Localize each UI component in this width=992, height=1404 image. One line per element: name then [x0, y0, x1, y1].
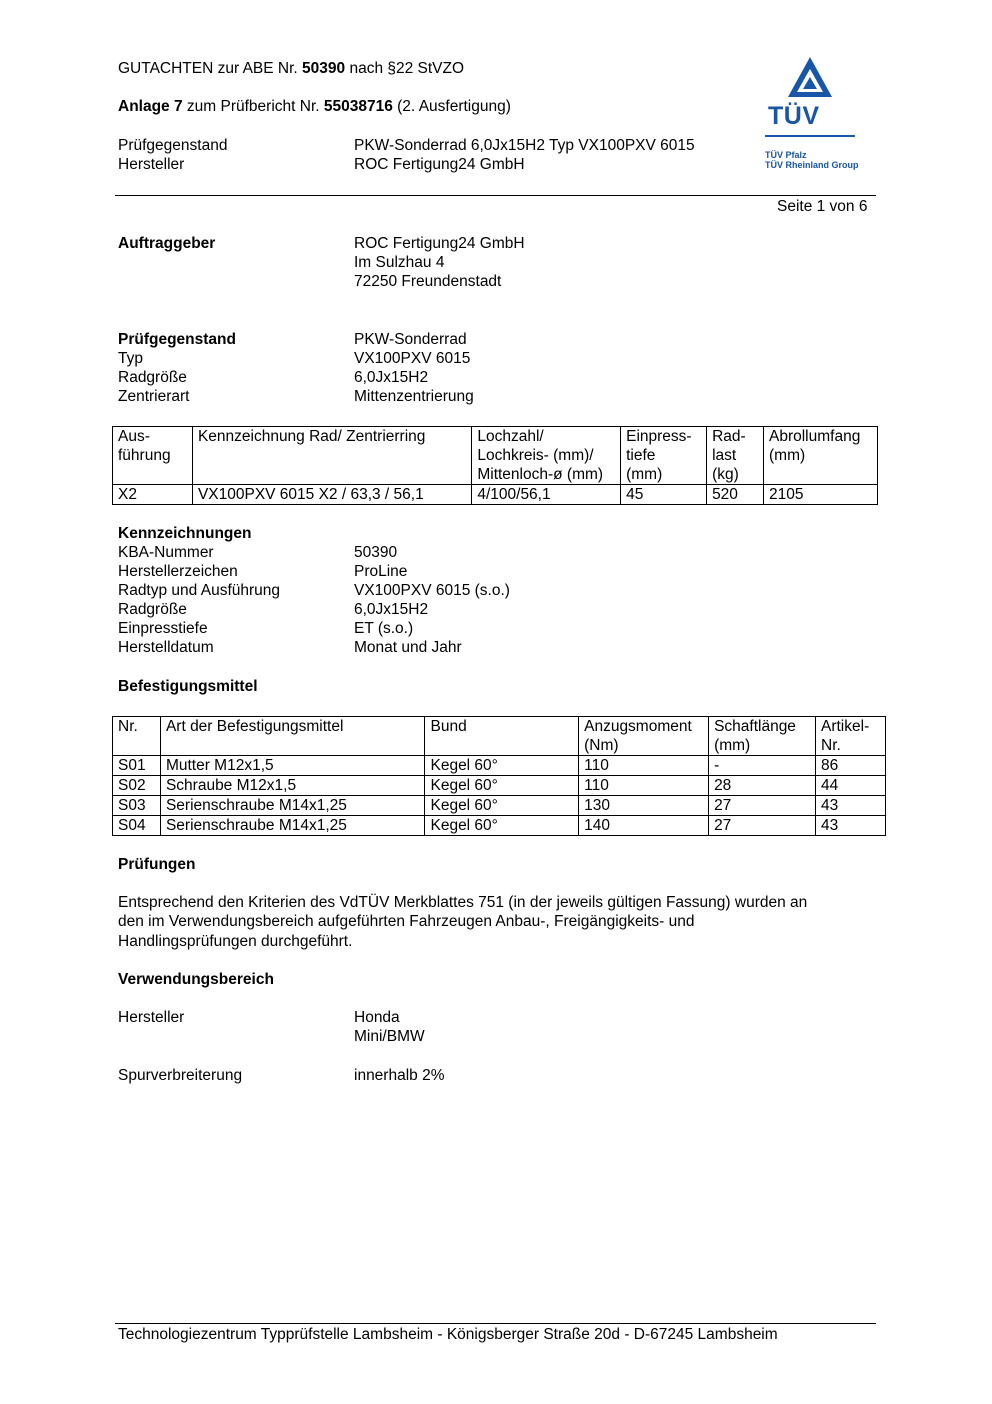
- marking-value: Monat und Jahr: [354, 639, 462, 656]
- markings-heading: Kennzeichnungen: [118, 525, 252, 542]
- attachment-suffix: (2. Ausfertigung): [392, 98, 511, 115]
- header-attachment-line: [118, 97, 511, 116]
- header-maker-label: Hersteller: [118, 156, 185, 173]
- usage-heading: Verwendungsbereich: [118, 971, 274, 988]
- client-street: Im Sulzhau 4: [354, 254, 445, 271]
- header-title-prefix: GUTACHTEN zur ABE Nr.: [118, 60, 303, 77]
- fastener-header-cell: Artikel- Nr.: [816, 717, 886, 756]
- wheel-table-header: [113, 427, 878, 485]
- wheel-header-cell: Rad- last (kg): [707, 427, 764, 485]
- tuv-rheinland: TÜV Rheinland Group: [765, 160, 859, 170]
- fastener-cell: Mutter M12x1,5: [160, 756, 425, 776]
- fastener-cell: Serienschraube M14x1,25: [160, 816, 425, 836]
- type-label: Typ: [118, 350, 143, 367]
- client-name: ROC Fertigung24 GmbH: [354, 235, 525, 252]
- fastener-cell: 110: [579, 756, 709, 776]
- wheel-cell: 45: [621, 485, 707, 505]
- tests-paragraph-line: den im Verwendungsbereich aufgeführten Fahrzeugen Anbau-, Freigängigkeits- und: [118, 913, 695, 930]
- fastener-cell: Kegel 60°: [425, 816, 579, 836]
- footer-divider: [115, 1323, 876, 1324]
- fastener-cell: 27: [709, 816, 816, 836]
- wheel-size-value: 6,0Jx15H2: [354, 369, 429, 386]
- report-number: 55038716: [323, 98, 393, 115]
- table-row: [113, 756, 886, 776]
- client-heading: Auftraggeber: [118, 235, 216, 252]
- track-value: innerhalb 2%: [354, 1067, 445, 1084]
- wheel-header-cell: Abrollumfang (mm): [764, 427, 878, 485]
- tests-paragraph-line: Handlingsprüfungen durchgeführt.: [118, 933, 353, 950]
- fastener-cell: 43: [816, 816, 886, 836]
- wheel-cell: X2: [113, 485, 193, 505]
- fastener-header-cell: Art der Befestigungsmittel: [160, 717, 425, 756]
- wheel-cell: 520: [707, 485, 764, 505]
- footer-address: Technologiezentrum Typprüfstelle Lambsheim - Königsberger Straße 20d - D-67245 Lambsheim: [118, 1326, 778, 1343]
- abe-number: 50390: [302, 60, 346, 77]
- test-object-heading: Prüfgegenstand: [118, 331, 236, 348]
- marking-value: ProLine: [354, 563, 408, 580]
- fastener-cell: Kegel 60°: [425, 756, 579, 776]
- table-row: [113, 796, 886, 816]
- marking-label: Einpresstiefe: [118, 620, 208, 637]
- header-divider: [115, 195, 876, 196]
- wheel-table: [112, 426, 878, 505]
- wheel-cell: VX100PXV 6015 X2 / 63,3 / 56,1: [192, 485, 471, 505]
- marking-value: ET (s.o.): [354, 620, 414, 637]
- header-subject-value: PKW-Sonderrad 6,0Jx15H2 Typ VX100PXV 6015: [354, 137, 695, 154]
- test-object-value: PKW-Sonderrad: [354, 331, 467, 348]
- fastener-header-cell: Bund: [425, 717, 579, 756]
- wheel-header-cell: Einpress- tiefe (mm): [621, 427, 707, 485]
- marking-label: KBA-Nummer: [118, 544, 214, 561]
- fastener-cell: S03: [113, 796, 161, 816]
- fastener-cell: Kegel 60°: [425, 796, 579, 816]
- fastener-header-cell: Schaftlänge (mm): [709, 717, 816, 756]
- marking-label: Radtyp und Ausführung: [118, 582, 281, 599]
- tuv-logo: [760, 55, 860, 175]
- fastener-cell: Serienschraube M14x1,25: [160, 796, 425, 816]
- track-label: Spurverbreiterung: [118, 1067, 243, 1084]
- usage-maker-label: Hersteller: [118, 1009, 185, 1026]
- fastener-cell: 110: [579, 776, 709, 796]
- marking-label: Herstelldatum: [118, 639, 214, 656]
- fastener-cell: Schraube M12x1,5: [160, 776, 425, 796]
- fastener-header-cell: Nr.: [113, 717, 161, 756]
- fastener-cell: 43: [816, 796, 886, 816]
- tests-heading: Prüfungen: [118, 856, 196, 873]
- fasteners-table-header: [113, 717, 886, 756]
- attachment-label: Anlage 7: [118, 98, 183, 115]
- centering-value: Mittenzentrierung: [354, 388, 474, 405]
- marking-value: 50390: [354, 544, 398, 561]
- fastener-cell: S01: [113, 756, 161, 776]
- usage-maker: Mini/BMW: [354, 1028, 425, 1045]
- fastener-cell: 44: [816, 776, 886, 796]
- header-title-suffix: nach §22 StVZO: [345, 60, 465, 77]
- fastener-cell: 27: [709, 796, 816, 816]
- table-row: [113, 485, 878, 505]
- fastener-cell: -: [709, 756, 816, 776]
- header-title-line: [118, 59, 464, 78]
- fastener-cell: 130: [579, 796, 709, 816]
- wheel-cell: 2105: [764, 485, 878, 505]
- fasteners-table: [112, 716, 886, 836]
- marking-value: VX100PXV 6015 (s.o.): [354, 582, 510, 599]
- page-info: Seite 1 von 6: [777, 198, 868, 215]
- attachment-mid: zum Prüfbericht Nr.: [182, 98, 324, 115]
- wheel-size-label: Radgröße: [118, 369, 187, 386]
- usage-maker: Honda: [354, 1009, 400, 1026]
- table-row: [113, 776, 886, 796]
- fastener-cell: S02: [113, 776, 161, 796]
- tuv-pfalz: TÜV Pfalz: [765, 150, 807, 160]
- table-row: [113, 816, 886, 836]
- fastener-cell: Kegel 60°: [425, 776, 579, 796]
- wheel-cell: 4/100/56,1: [472, 485, 621, 505]
- centering-label: Zentrierart: [118, 388, 190, 405]
- fasteners-heading: Befestigungsmittel: [118, 678, 258, 695]
- tests-paragraph-line: Entsprechend den Kriterien des VdTÜV Merkblattes 751 (in der jeweils gültigen Fassung) wurden an: [118, 894, 808, 911]
- header-maker-value: ROC Fertigung24 GmbH: [354, 156, 525, 173]
- marking-label: Herstellerzeichen: [118, 563, 238, 580]
- header-subject-label: Prüfgegenstand: [118, 137, 228, 154]
- fastener-cell: S04: [113, 816, 161, 836]
- wheel-header-cell: Lochzahl/ Lochkreis- (mm)/ Mittenloch-ø (mm): [472, 427, 621, 485]
- fastener-cell: 86: [816, 756, 886, 776]
- fastener-cell: 140: [579, 816, 709, 836]
- wheel-header-cell: Kennzeichnung Rad/ Zentrierring: [192, 427, 471, 485]
- marking-value: 6,0Jx15H2: [354, 601, 429, 618]
- client-city: 72250 Freundenstadt: [354, 273, 502, 290]
- fastener-cell: 28: [709, 776, 816, 796]
- tuv-brand: TÜV: [768, 102, 820, 130]
- marking-label: Radgröße: [118, 601, 187, 618]
- wheel-header-cell: Aus- führung: [113, 427, 193, 485]
- fastener-header-cell: Anzugsmoment (Nm): [579, 717, 709, 756]
- type-value: VX100PXV 6015: [354, 350, 471, 367]
